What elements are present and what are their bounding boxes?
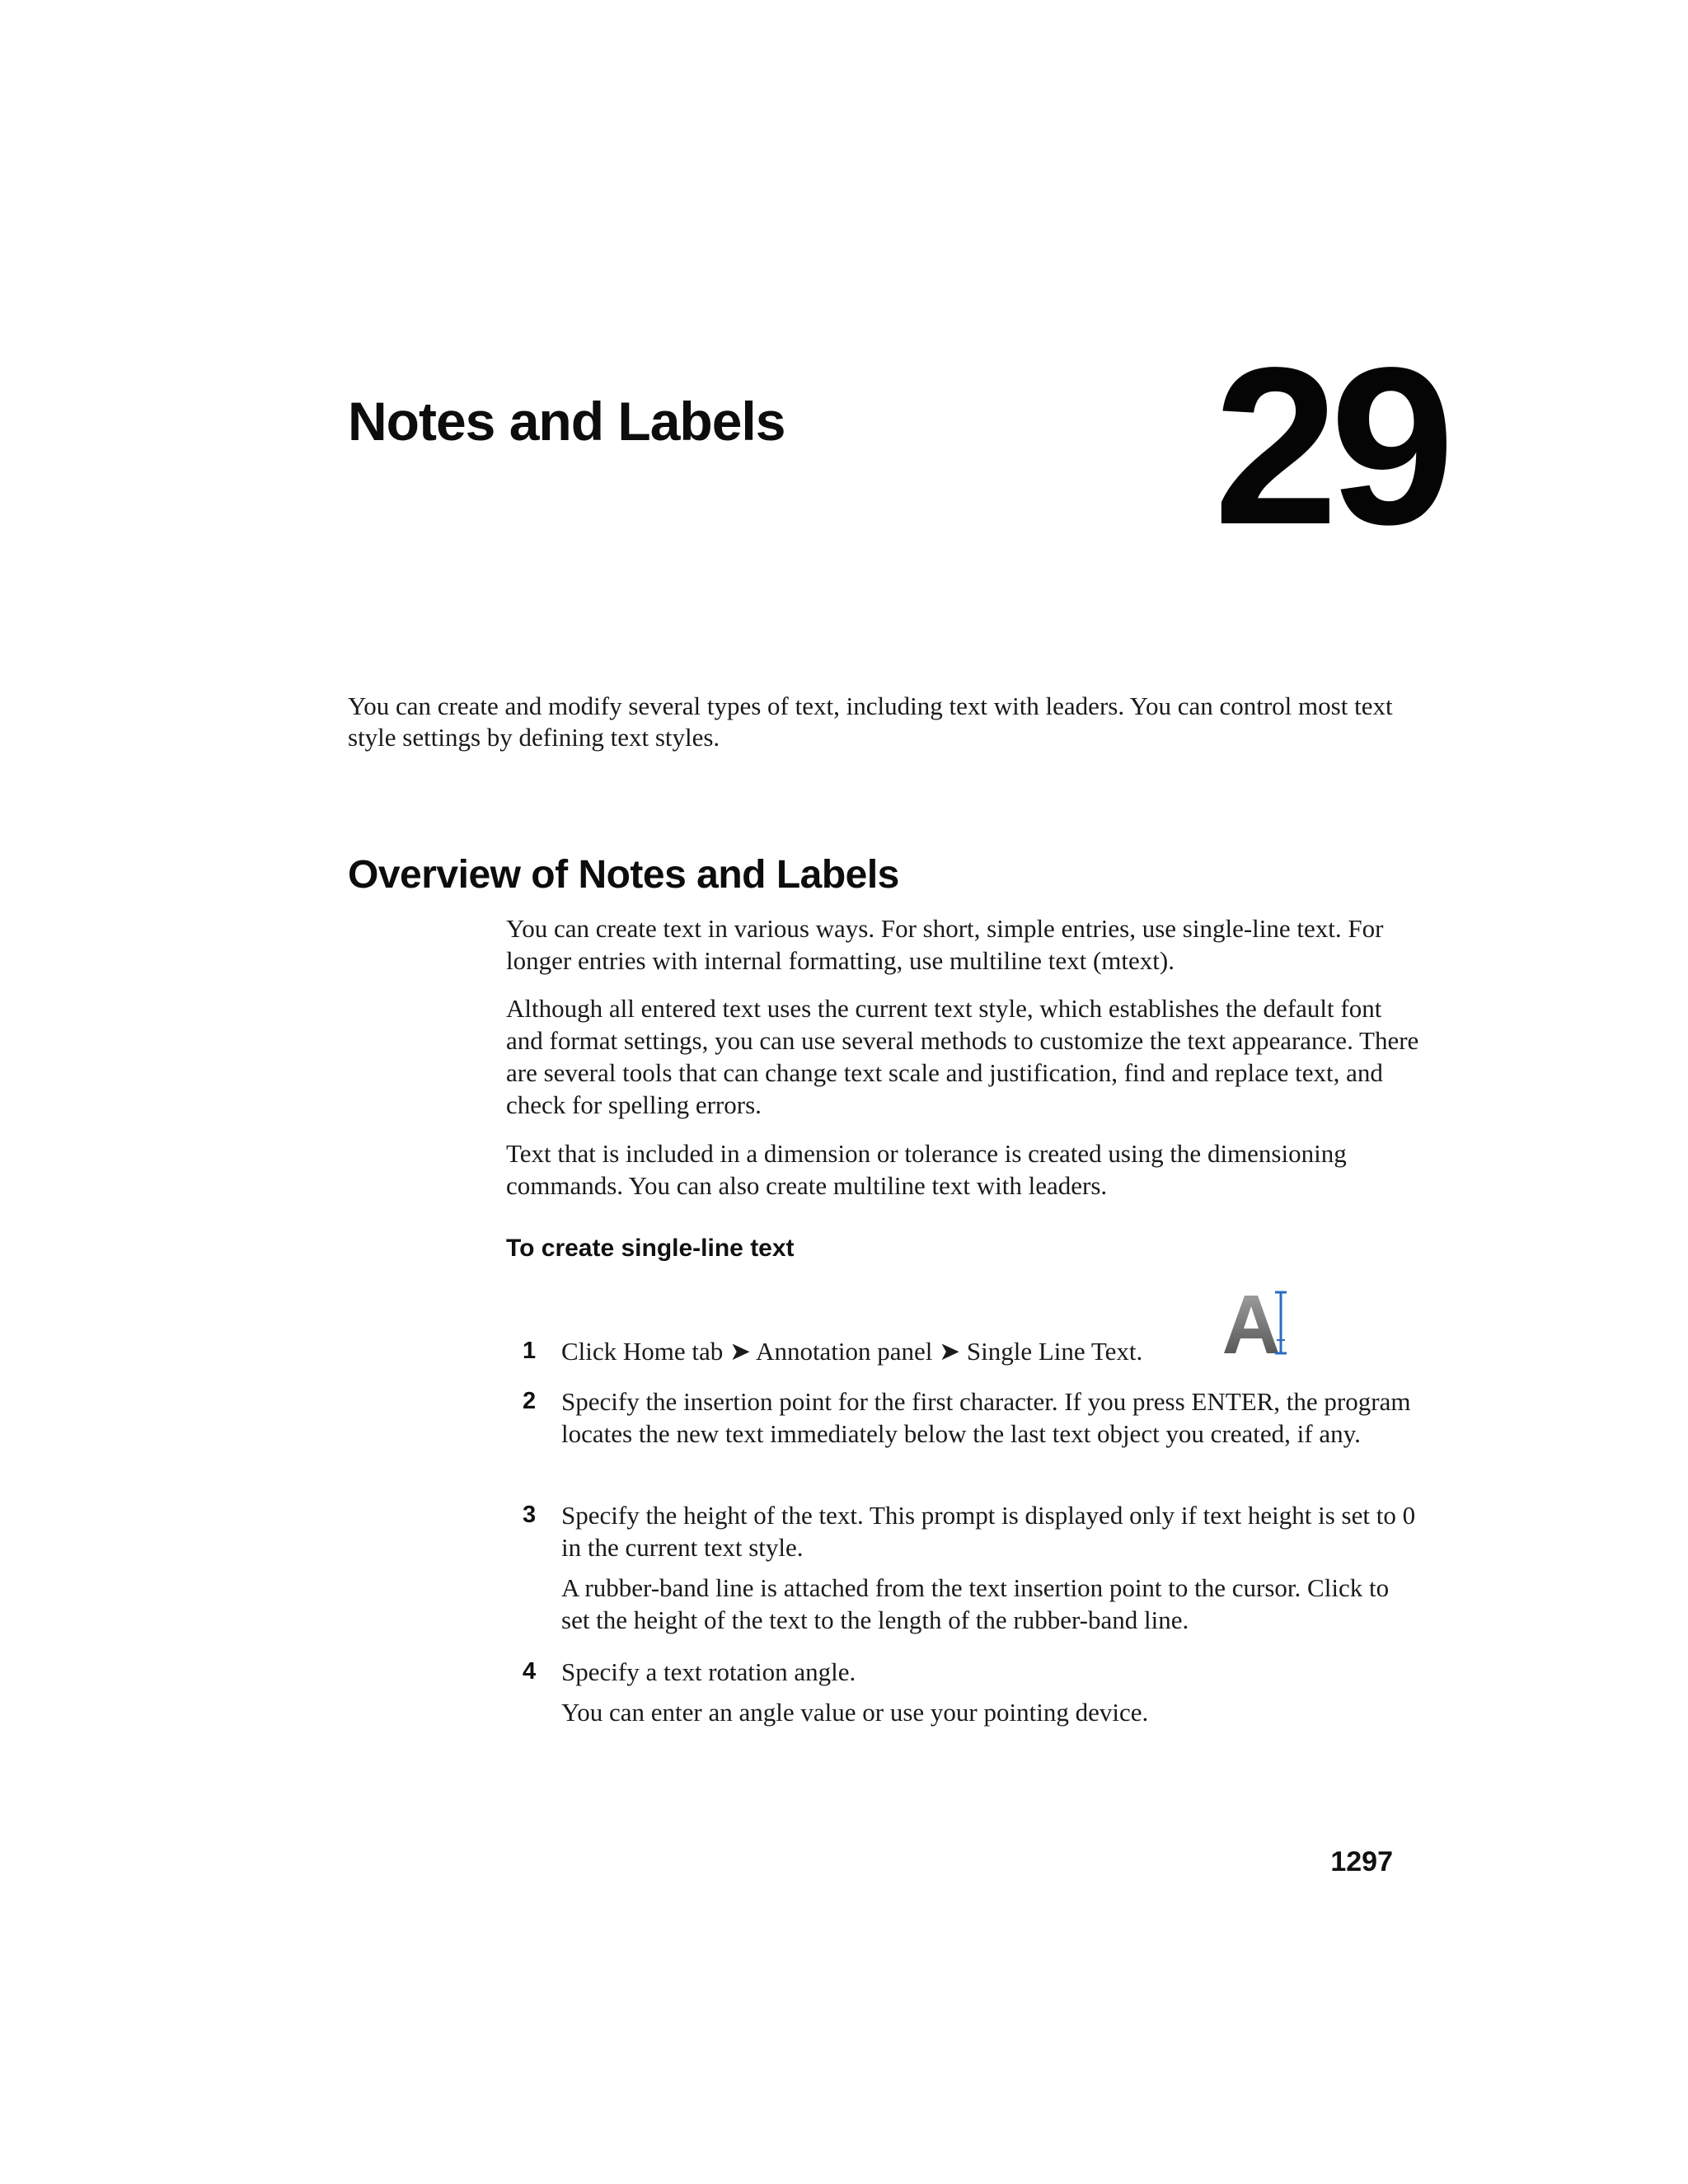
section-paragraph-3: Text that is included in a dimension or tolerance is created using the dimensioning commands. You can also create multiline text with leaders.	[506, 1139, 1347, 1200]
step-number-4: 4	[523, 1658, 537, 1685]
single-line-text-icon	[1220, 1286, 1294, 1360]
section-heading: Overview of Notes and Labels	[348, 853, 899, 897]
step-number-1: 1	[523, 1338, 537, 1364]
page-number: 1297	[1330, 1846, 1393, 1877]
chapter-title: Notes and Labels	[348, 391, 785, 452]
step-text-2: Specify the insertion point for the first character. If you press ENTER, the program locates the new text immediately below the last text object you created, if any.	[561, 1387, 1411, 1448]
step-text-4: Specify a text rotation angle.	[561, 1657, 856, 1686]
step-number-2: 2	[523, 1388, 537, 1414]
section-paragraph-1: You can create text in various ways. For short, simple entries, use single-line text. For longer entries with internal formatting, use multiline text (mtext).	[506, 914, 1384, 975]
step-text-3: Specify the height of the text. This prompt is displayed only if text height is set to 0 in the current text style.	[561, 1501, 1416, 1562]
chapter-intro: You can create and modify several types of text, including text with leaders. You can control most text style settings by defining text styles.	[348, 691, 1393, 752]
step-note-4: You can enter an angle value or use your pointing device.	[561, 1698, 1149, 1727]
step-note-3: A rubber-band line is attached from the text insertion point to the cursor. Click to set the height of the text to the length of the rubber-band line.	[561, 1573, 1390, 1634]
step-number-3: 3	[523, 1502, 537, 1528]
procedure-title: To create single-line text	[506, 1235, 795, 1262]
chapter-number: 29	[1213, 321, 1447, 571]
section-paragraph-2: Although all entered text uses the current text style, which establishes the default font and format settings, you can use several methods to customize the text appearance. There are several tools that can change text scale and justification, find and replace text, and check for spelling errors.	[506, 994, 1419, 1119]
step-text-1: Click Home tab ➤ Annotation panel ➤ Single Line Text.	[561, 1337, 1143, 1366]
